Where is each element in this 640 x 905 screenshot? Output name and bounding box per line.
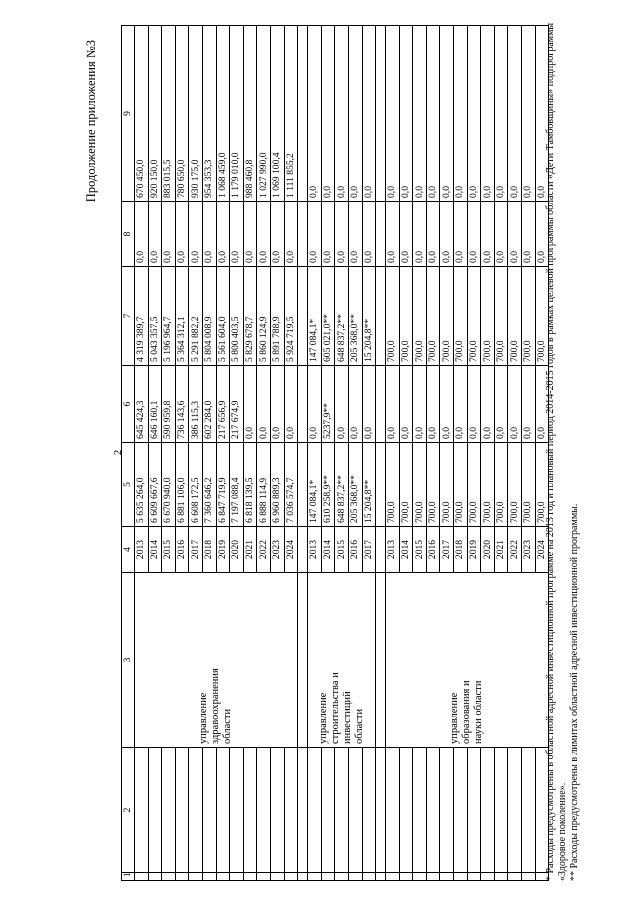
header-cell: 1 (122, 873, 135, 881)
amount-cell: 0,0 (426, 26, 440, 202)
col2-cell (335, 748, 349, 873)
table-row (148, 26, 162, 881)
amount-cell: 648 837,2** (335, 443, 349, 527)
executor-name (308, 573, 376, 748)
amount-cell: 7 197 088,4 (230, 443, 244, 527)
col2-cell (440, 748, 454, 873)
amount-cell: 6 670 940,0 (162, 443, 176, 527)
amount-cell: 0,0 (522, 366, 536, 443)
amount-cell: 700,0 (481, 267, 495, 366)
col2-cell (481, 748, 495, 873)
executor-name-line: области (353, 708, 365, 744)
table-row (467, 26, 481, 881)
col1-cell (202, 873, 216, 881)
amount-cell: 0,0 (284, 366, 298, 443)
table-row (162, 26, 176, 881)
header-cell: 3 (122, 573, 135, 748)
col2-cell (270, 748, 284, 873)
amount-cell: 147 084,1* (308, 443, 322, 527)
table-row (494, 26, 508, 881)
table-row (230, 26, 244, 881)
col2-cell (508, 748, 522, 873)
amount-cell: 0,0 (481, 366, 495, 443)
amount-cell: 700,0 (535, 267, 549, 366)
amount-cell: 5 924 719,5 (284, 267, 298, 366)
col1-cell (362, 873, 376, 881)
year-cell: 2024 (535, 527, 549, 573)
table-row (175, 26, 189, 881)
footnote-1: * Расходы предусмотрены в областной адресной инвестиционной программе на 2013 год и плановый период 2014-2015 годов в рамках целевой программы области «Дети Тамбовщины» подпрограммы «Здоровое поколение». (545, 22, 568, 881)
col1-cell (162, 873, 176, 881)
table-row (426, 26, 440, 881)
table-row (348, 26, 362, 881)
amount-cell: 5 829 678,7 (243, 267, 257, 366)
amount-cell: 0,0 (175, 202, 189, 267)
amount-cell: 0,0 (230, 202, 244, 267)
amount-cell: 0,0 (413, 366, 427, 443)
amount-cell: 0,0 (454, 366, 468, 443)
year-cell: 2013 (386, 527, 400, 573)
col1-cell (467, 873, 481, 881)
col1-cell (413, 873, 427, 881)
amount-cell: 5 043 357,5 (148, 267, 162, 366)
amount-cell: 1 111 855,2 (284, 26, 298, 202)
year-cell: 2018 (202, 527, 216, 573)
amount-cell: 0,0 (467, 366, 481, 443)
amount-cell: 602 284,0 (202, 366, 216, 443)
amount-cell: 920 150,0 (148, 26, 162, 202)
table-row (321, 26, 335, 881)
amount-cell: 0,0 (508, 202, 522, 267)
group-spacer-row (298, 26, 308, 881)
year-cell: 2019 (216, 527, 230, 573)
amount-cell: 0,0 (440, 366, 454, 443)
col2-cell (399, 748, 413, 873)
col1-cell (440, 873, 454, 881)
amount-cell: 0,0 (426, 202, 440, 267)
amount-cell: 0,0 (467, 202, 481, 267)
amount-cell: 610 258,9** (321, 443, 335, 527)
amount-cell: 0,0 (348, 366, 362, 443)
amount-cell: 736 143,6 (175, 366, 189, 443)
amount-cell: 1 069 100,4 (270, 26, 284, 202)
amount-cell: 0,0 (522, 202, 536, 267)
amount-cell: 0,0 (189, 202, 203, 267)
amount-cell: 0,0 (399, 202, 413, 267)
table-row (243, 26, 257, 881)
col2-cell (135, 748, 149, 873)
year-cell: 2016 (426, 527, 440, 573)
executor-name-line: управление (317, 692, 329, 744)
amount-cell: 147 084,1* (308, 267, 322, 366)
table-row (386, 26, 400, 881)
amount-cell: 0,0 (494, 202, 508, 267)
table-row (284, 26, 298, 881)
amount-cell: 0,0 (270, 202, 284, 267)
table-row (270, 26, 284, 881)
amount-cell: 700,0 (522, 267, 536, 366)
amount-cell: 700,0 (494, 443, 508, 527)
amount-cell: 5 860 124,9 (257, 267, 271, 366)
amount-cell: 700,0 (535, 443, 549, 527)
header-cell: 9 (122, 26, 135, 202)
year-cell: 2024 (284, 527, 298, 573)
amount-cell: 0,0 (440, 26, 454, 202)
col2-cell (189, 748, 203, 873)
col1-cell (348, 873, 362, 881)
header-cell: 4 (122, 527, 135, 573)
executor-name-line: науки области (473, 680, 485, 744)
amount-cell: 0,0 (413, 202, 427, 267)
amount-cell: 205 368,0** (348, 267, 362, 366)
year-cell: 2021 (494, 527, 508, 573)
col1-cell (257, 873, 271, 881)
table-row (522, 26, 536, 881)
year-cell: 2018 (454, 527, 468, 573)
amount-cell: 0,0 (508, 26, 522, 202)
amount-cell: 5 800 403,5 (230, 267, 244, 366)
amount-cell: 1 179 010,0 (230, 26, 244, 202)
amount-cell: 4 319 389,7 (135, 267, 149, 366)
col2-cell (175, 748, 189, 873)
col1-cell (454, 873, 468, 881)
col1-cell (308, 873, 322, 881)
amount-cell: 6 818 139,5 (243, 443, 257, 527)
amount-cell: 5 891 788,9 (270, 267, 284, 366)
year-cell: 2015 (413, 527, 427, 573)
amount-cell: 700,0 (454, 443, 468, 527)
table-row (413, 26, 427, 881)
amount-cell: 930 175,0 (189, 26, 203, 202)
col2-cell (454, 748, 468, 873)
executor-name-line: здравоохранения (210, 668, 222, 744)
table-row (362, 26, 376, 881)
amount-cell: 0,0 (386, 26, 400, 202)
col1-cell (135, 873, 149, 881)
year-cell: 2014 (148, 527, 162, 573)
year-cell: 2015 (162, 527, 176, 573)
amount-cell: 6 609 667,6 (148, 443, 162, 527)
amount-cell: 700,0 (467, 443, 481, 527)
header-cell: 7 (122, 267, 135, 366)
year-cell: 2013 (135, 527, 149, 573)
amount-cell: 5 364 312,1 (175, 267, 189, 366)
table-row (481, 26, 495, 881)
amount-cell: 6 608 172,5 (189, 443, 203, 527)
col1-cell (508, 873, 522, 881)
year-cell: 2020 (481, 527, 495, 573)
expenditure-table (121, 25, 549, 881)
col1-cell (335, 873, 349, 881)
executor-name-line: области (222, 708, 234, 744)
amount-cell: 0,0 (481, 202, 495, 267)
year-cell: 2017 (362, 527, 376, 573)
executor-name-line: инвестиций (341, 691, 353, 744)
amount-cell: 0,0 (535, 366, 549, 443)
amount-cell: 0,0 (308, 26, 322, 202)
header-cell: 2 (122, 748, 135, 873)
year-cell: 2014 (399, 527, 413, 573)
amount-cell: 15 204,8** (362, 267, 376, 366)
col2-cell (308, 748, 322, 873)
year-cell: 2013 (308, 527, 322, 573)
executor-name-line: управление (198, 692, 210, 744)
executor-name (386, 573, 549, 748)
amount-cell: 0,0 (321, 202, 335, 267)
executor-name-line: строительства и (329, 672, 341, 744)
col2-cell (216, 748, 230, 873)
year-cell: 2022 (508, 527, 522, 573)
amount-cell: 645 424,3 (135, 366, 149, 443)
year-cell: 2023 (522, 527, 536, 573)
amount-cell: 700,0 (440, 267, 454, 366)
amount-cell: 0,0 (522, 26, 536, 202)
table-row (440, 26, 454, 881)
amount-cell: 0,0 (335, 26, 349, 202)
amount-cell: 6 960 889,3 (270, 443, 284, 527)
amount-cell: 0,0 (362, 366, 376, 443)
year-cell: 2020 (230, 527, 244, 573)
amount-cell: 0,0 (257, 366, 271, 443)
amount-cell: 205 368,0** (348, 443, 362, 527)
amount-cell: 386 115,3 (189, 366, 203, 443)
table-row (308, 26, 322, 881)
col2-cell (386, 748, 400, 873)
amount-cell: 700,0 (426, 443, 440, 527)
amount-cell: 0,0 (426, 366, 440, 443)
table-row (454, 26, 468, 881)
col2-cell (243, 748, 257, 873)
col1-cell (243, 873, 257, 881)
col2-cell (257, 748, 271, 873)
amount-cell: 780 650,0 (175, 26, 189, 202)
col1-cell (230, 873, 244, 881)
amount-cell: 0,0 (335, 202, 349, 267)
col1-cell (148, 873, 162, 881)
amount-cell: 7 360 646,2 (202, 443, 216, 527)
amount-cell: 7 036 574,7 (284, 443, 298, 527)
amount-cell: 0,0 (135, 202, 149, 267)
amount-cell: 700,0 (494, 267, 508, 366)
amount-cell: 700,0 (467, 267, 481, 366)
amount-cell: 988 460,8 (243, 26, 257, 202)
col2-cell (426, 748, 440, 873)
amount-cell: 0,0 (454, 26, 468, 202)
amount-cell: 700,0 (386, 267, 400, 366)
col1-cell (426, 873, 440, 881)
amount-cell: 0,0 (348, 26, 362, 202)
year-cell: 2021 (243, 527, 257, 573)
amount-cell: 0,0 (348, 202, 362, 267)
amount-cell: 5 196 964,7 (162, 267, 176, 366)
amount-cell: 1 068 459,0 (216, 26, 230, 202)
amount-cell: 0,0 (399, 366, 413, 443)
amount-cell: 6 888 114,9 (257, 443, 271, 527)
amount-cell: 1 027 990,0 (257, 26, 271, 202)
amount-cell: 0,0 (535, 202, 549, 267)
year-cell: 2016 (348, 527, 362, 573)
col2-cell (321, 748, 335, 873)
col1-cell (175, 873, 189, 881)
amount-cell: 700,0 (386, 443, 400, 527)
col2-cell (522, 748, 536, 873)
amount-cell: 700,0 (508, 443, 522, 527)
amount-cell: 217 674,9 (230, 366, 244, 443)
amount-cell: 15 204,8** (362, 443, 376, 527)
amount-cell: 700,0 (454, 267, 468, 366)
col1-cell (522, 873, 536, 881)
table-row (335, 26, 349, 881)
amount-cell: 670 450,0 (135, 26, 149, 202)
year-cell: 2016 (175, 527, 189, 573)
executor-name (135, 573, 298, 748)
year-cell: 2014 (321, 527, 335, 573)
table-row (257, 26, 271, 881)
amount-cell: 0,0 (386, 366, 400, 443)
amount-cell: 0,0 (440, 202, 454, 267)
amount-cell: 590 959,8 (162, 366, 176, 443)
amount-cell: 700,0 (399, 267, 413, 366)
header-cell: 5 (122, 443, 135, 527)
amount-cell: 0,0 (216, 202, 230, 267)
amount-cell: 0,0 (481, 26, 495, 202)
executor-name-line: образования и (461, 680, 473, 744)
amount-cell: 0,0 (243, 366, 257, 443)
executor-name-line: управление (449, 692, 461, 744)
amount-cell: 700,0 (413, 267, 427, 366)
amount-cell: 0,0 (162, 202, 176, 267)
amount-cell: 5 804 008,9 (202, 267, 216, 366)
col2-cell (230, 748, 244, 873)
header-cell: 8 (122, 202, 135, 267)
amount-cell: 0,0 (284, 202, 298, 267)
col1-cell (189, 873, 203, 881)
amount-cell: 700,0 (426, 267, 440, 366)
amount-cell: 0,0 (335, 366, 349, 443)
col2-cell (362, 748, 376, 873)
amount-cell: 700,0 (481, 443, 495, 527)
header-cell: 6 (122, 366, 135, 443)
footnote-2: ** Расходы предусмотрены в лимитах областной адресной инвестиционной программы. (569, 503, 580, 881)
amount-cell: 700,0 (508, 267, 522, 366)
year-cell: 2015 (335, 527, 349, 573)
amount-cell: 605 021,0** (321, 267, 335, 366)
amount-cell: 0,0 (386, 202, 400, 267)
amount-cell: 0,0 (413, 26, 427, 202)
table-row (202, 26, 216, 881)
col1-cell (284, 873, 298, 881)
amount-cell: 0,0 (270, 366, 284, 443)
amount-cell: 700,0 (399, 443, 413, 527)
amount-cell: 0,0 (535, 26, 549, 202)
amount-cell: 0,0 (494, 366, 508, 443)
group-spacer-row (376, 26, 386, 881)
amount-cell: 0,0 (148, 202, 162, 267)
year-cell: 2023 (270, 527, 284, 573)
col2-cell (284, 748, 298, 873)
col2-cell (467, 748, 481, 873)
continuation-title: Продолжение приложения №3 (84, 40, 98, 203)
col2-cell (148, 748, 162, 873)
amount-cell: 217 656,9 (216, 366, 230, 443)
page-number: 2 (112, 449, 124, 456)
amount-cell: 646 160,1 (148, 366, 162, 443)
amount-cell: 0,0 (454, 202, 468, 267)
column-number-row (122, 26, 135, 881)
year-cell: 2017 (189, 527, 203, 573)
amount-cell: 6 881 106,0 (175, 443, 189, 527)
col1-cell (481, 873, 495, 881)
table-row (189, 26, 203, 881)
table-row (508, 26, 522, 881)
amount-cell: 883 015,5 (162, 26, 176, 202)
table-row (135, 26, 149, 881)
amount-cell: 0,0 (321, 26, 335, 202)
col2-cell (413, 748, 427, 873)
amount-cell: 6 847 719,9 (216, 443, 230, 527)
amount-cell: 5237,9** (321, 366, 335, 443)
col2-cell (202, 748, 216, 873)
col1-cell (270, 873, 284, 881)
year-cell: 2022 (257, 527, 271, 573)
col1-cell (321, 873, 335, 881)
amount-cell: 0,0 (243, 202, 257, 267)
amount-cell: 700,0 (522, 443, 536, 527)
amount-cell: 648 837,2** (335, 267, 349, 366)
amount-cell: 0,0 (467, 26, 481, 202)
amount-cell: 0,0 (308, 366, 322, 443)
col1-cell (399, 873, 413, 881)
table-row (216, 26, 230, 881)
col1-cell (386, 873, 400, 881)
amount-cell: 5 291 882,2 (189, 267, 203, 366)
amount-cell: 700,0 (413, 443, 427, 527)
amount-cell: 954 353,3 (202, 26, 216, 202)
amount-cell: 0,0 (362, 202, 376, 267)
amount-cell: 5 635 264,0 (135, 443, 149, 527)
amount-cell: 0,0 (399, 26, 413, 202)
amount-cell: 0,0 (257, 202, 271, 267)
col1-cell (494, 873, 508, 881)
amount-cell: 0,0 (308, 202, 322, 267)
amount-cell: 0,0 (508, 366, 522, 443)
year-cell: 2017 (440, 527, 454, 573)
amount-cell: 0,0 (202, 202, 216, 267)
col2-cell (162, 748, 176, 873)
table-row (399, 26, 413, 881)
amount-cell: 0,0 (362, 26, 376, 202)
col1-cell (216, 873, 230, 881)
year-cell: 2019 (467, 527, 481, 573)
col2-cell (348, 748, 362, 873)
col2-cell (494, 748, 508, 873)
amount-cell: 5 561 604,0 (216, 267, 230, 366)
amount-cell: 700,0 (440, 443, 454, 527)
amount-cell: 0,0 (494, 26, 508, 202)
